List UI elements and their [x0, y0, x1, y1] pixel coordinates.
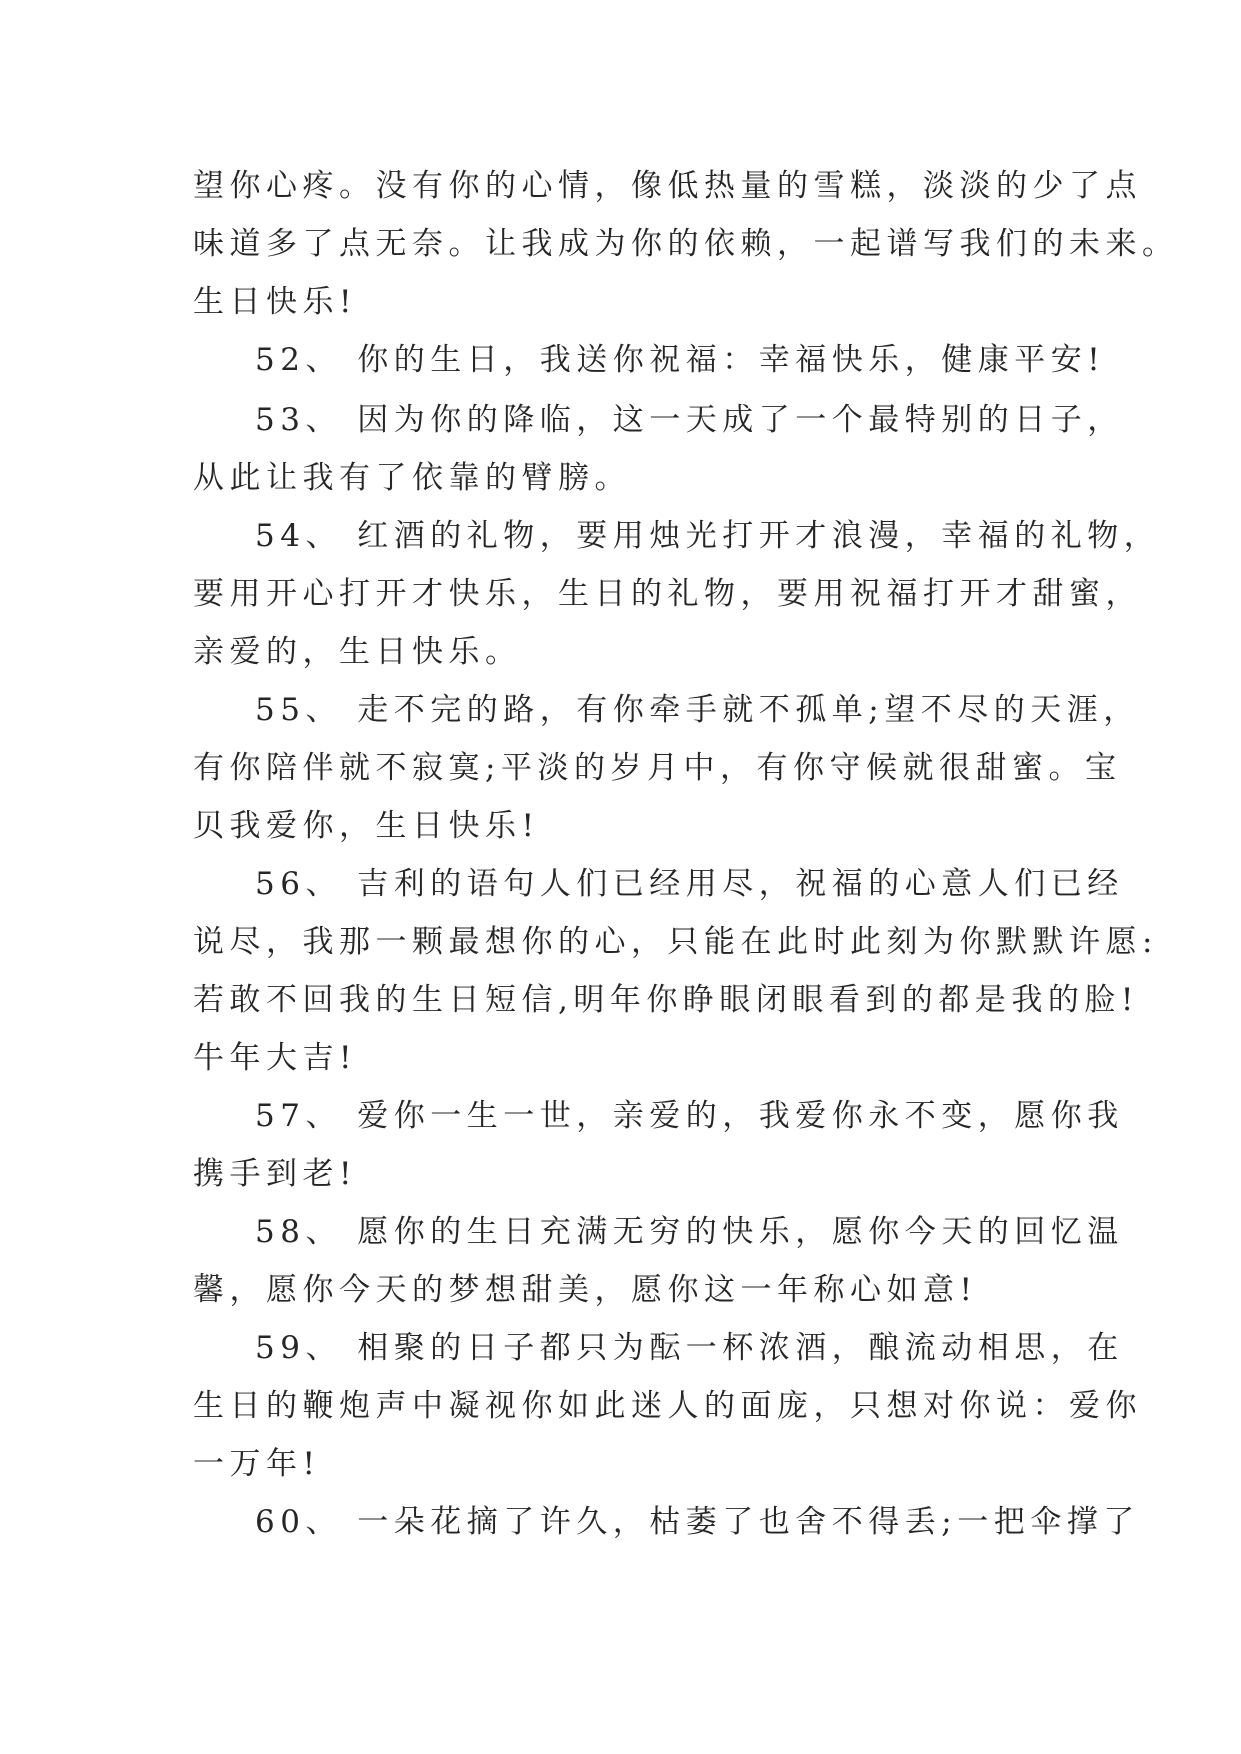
list-item-60: 60、 一朵花摘了许久，枯萎了也舍不得丢;一把伞撑了: [255, 1504, 1140, 1540]
text-line: 亲爱的，生日快乐。: [193, 634, 522, 670]
list-item-56: 56、 吉利的语句人们已经用尽，祝福的心意人们已经: [255, 866, 1124, 902]
text-line: 一万年!: [193, 1446, 321, 1482]
text-line: 望你心疼。没有你的心情，像低热量的雪糕，淡淡的少了点: [193, 168, 1142, 204]
list-item-59: 59、 相聚的日子都只为酝一杯浓酒，酿流动相思，在: [255, 1330, 1124, 1366]
text-line: 味道多了点无奈。让我成为你的依赖，一起谱写我们的未来。: [193, 226, 1179, 262]
text-line: 贝我爱你，生日快乐!: [193, 808, 540, 844]
list-item-58: 58、 愿你的生日充满无穷的快乐，愿你今天的回忆温: [255, 1214, 1124, 1250]
text-line: 有你陪伴就不寂寞;平淡的岁月中，有你守候就很甜蜜。宝: [193, 750, 1122, 786]
text-line: 从此让我有了依靠的臂膀。: [193, 460, 631, 496]
list-item-52: 52、 你的生日，我送你祝福：幸福快乐，健康平安!: [255, 342, 1106, 378]
text-line: 要用开心打开才快乐，生日的礼物，要用祝福打开才甜蜜，: [193, 576, 1142, 612]
list-item-54: 54、 红酒的礼物，要用烛光打开才浪漫，幸福的礼物，: [255, 518, 1161, 554]
text-line: 生日的鞭炮声中凝视你如此迷人的面庞，只想对你说：爱你: [193, 1388, 1142, 1424]
list-item-55: 55、 走不完的路，有你牵手就不孤单;望不尽的天涯，: [255, 692, 1140, 728]
text-line: 牛年大吉!: [193, 1040, 357, 1076]
text-line: 馨，愿你今天的梦想甜美，愿你这一年称心如意!: [193, 1272, 978, 1308]
text-line: 携手到老!: [193, 1156, 357, 1192]
text-line: 若敢不回我的生日短信,明年你睁眼闭眼看到的都是我的脸!: [193, 982, 1139, 1018]
list-item-57: 57、 爱你一生一世，亲爱的，我爱你永不变，愿你我: [255, 1098, 1124, 1134]
text-line: 说尽，我那一颗最想你的心，只能在此时此刻为你默默许愿:: [193, 924, 1158, 960]
text-line: 生日快乐!: [193, 284, 357, 320]
list-item-53: 53、 因为你的降临，这一天成了一个最特别的日子，: [255, 402, 1124, 438]
